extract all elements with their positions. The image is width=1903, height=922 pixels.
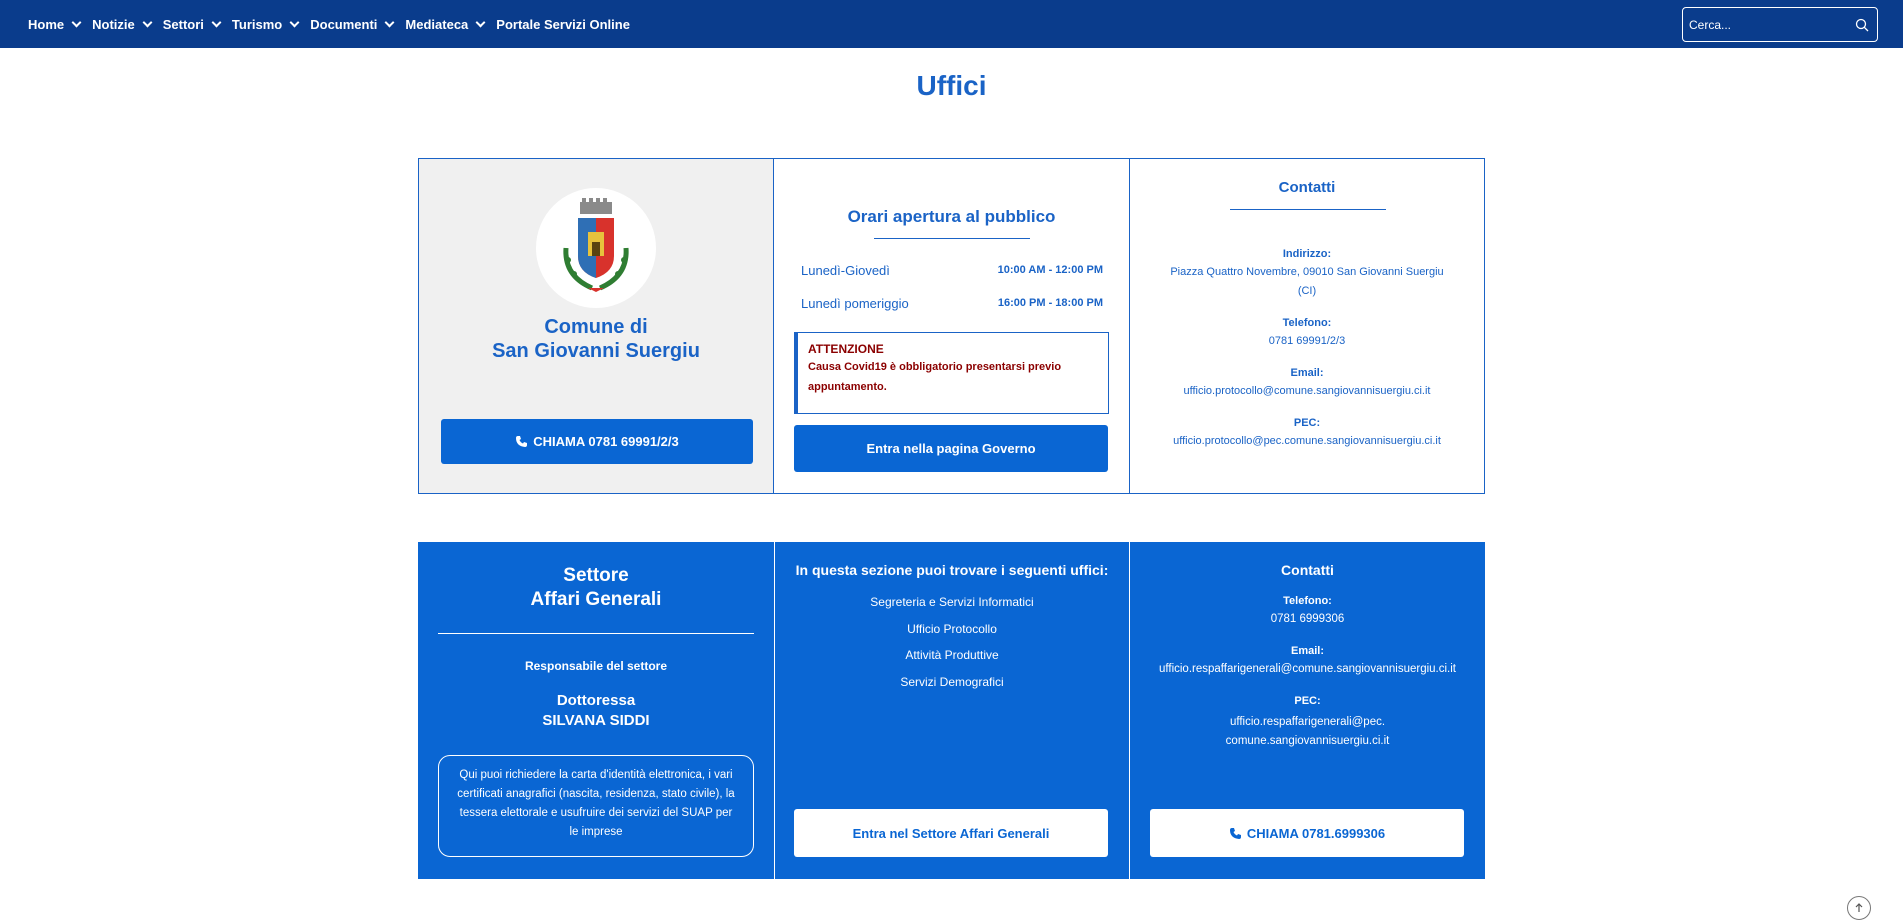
pec-label: PEC: [1293, 417, 1321, 429]
pec-link[interactable]: ufficio.protocollo@pec.comune.sangiovannisuergiu.ci.it [1173, 435, 1441, 447]
scroll-to-top-button[interactable] [1847, 896, 1871, 920]
settore-divider [438, 633, 754, 634]
call-settore-label: CHIAMA 0781.6999306 [1246, 825, 1386, 841]
nav-item-home[interactable] [28, 17, 80, 32]
settore-email-label: Email: [1290, 645, 1324, 657]
settore-pec-label: PEC: [1294, 695, 1321, 707]
nav-item-label: Home [28, 16, 65, 32]
hours-day-2: Lunedì pomeriggio [801, 296, 909, 311]
nav-item-label: Documenti [310, 16, 378, 32]
settore-contatti-card [1130, 542, 1485, 879]
settore-card [418, 542, 774, 879]
settore-title [418, 564, 774, 612]
address-label: Indirizzo: [1282, 248, 1332, 260]
responsabile-label: Responsabile del settore [524, 659, 668, 673]
chevron-down-icon [142, 17, 152, 27]
address-value: Piazza Quattro Novembre, 09010 San Giovanni Suergiu (CI) [1170, 266, 1444, 297]
settore-pec-line2: comune.sangiovannisuergiu.ci.it [1225, 735, 1390, 747]
settore-pec-line1: ufficio.respaffarigenerali@pec. [1229, 716, 1386, 728]
uffici-list-card [775, 542, 1129, 879]
comune-name [419, 315, 773, 363]
settore-title-line1: Settore [563, 565, 629, 586]
search-box [1682, 7, 1878, 42]
phone-value[interactable]: 0781 69991/2/3 [1268, 335, 1346, 347]
nav-item-label: Mediateca [405, 16, 469, 32]
nav-item-notizie[interactable] [92, 17, 151, 32]
chevron-down-icon [385, 17, 395, 27]
nav-item-portale-servizi[interactable] [496, 17, 630, 32]
ufficio-item: Ufficio Protocollo [907, 622, 997, 636]
enter-settore-button[interactable]: Entra nel Settore Affari Generali [794, 809, 1108, 857]
settore-title-line2: Affari Generali [530, 589, 662, 610]
settore-description: Qui puoi richiedere la carta d'identità elettronica, i vari certificati anagrafici (nascita, residenza, stato civile), la tessera elettorale e usufruire dei servizi del SUAP per le imprese [438, 755, 754, 857]
chevron-down-icon [476, 17, 486, 27]
orari-title: Orari apertura al pubblico [847, 207, 1056, 226]
comune-name-line2: San Giovanni Suergiu [492, 340, 700, 362]
nav-item-label: Notizie [92, 16, 135, 32]
comune-coat-of-arms-logo [536, 188, 656, 308]
responsabile-name-line2: SILVANA SIDDI [542, 712, 650, 729]
nav-item-turismo[interactable] [232, 17, 298, 32]
ufficio-item: Attività Produttive [905, 648, 999, 662]
settore-contatti-title: Contatti [1281, 562, 1334, 578]
responsabile-name [418, 691, 774, 731]
nav-item-label: Settori [162, 16, 204, 32]
hours-time-2: 16:00 PM - 18:00 PM [997, 297, 1103, 309]
orari-title-underline [874, 238, 1030, 239]
contatti-title: Contatti [1278, 179, 1336, 196]
chevron-down-icon [211, 17, 221, 27]
covid-alert-box [794, 332, 1109, 414]
phone-icon [515, 435, 528, 448]
settore-pec-link[interactable] [1130, 713, 1485, 751]
governo-page-button[interactable]: Entra nella pagina Governo [794, 425, 1108, 472]
nav-item-label: Turismo [231, 16, 283, 32]
alert-text: Causa Covid19 è obbligatorio presentarsi previo appuntamento. [808, 361, 1062, 393]
orari-card [773, 158, 1130, 494]
hours-time-1: 10:00 AM - 12:00 PM [997, 264, 1103, 276]
contatti-title-underline [1230, 209, 1386, 210]
coat-of-arms-icon [536, 188, 656, 308]
hours-day-1: Lunedì-Giovedì [801, 263, 890, 278]
email-link[interactable]: ufficio.protocollo@comune.sangiovannisuergiu.ci.it [1183, 385, 1431, 397]
ufficio-item: Servizi Demografici [900, 675, 1004, 689]
nav-item-documenti[interactable] [310, 17, 393, 32]
comune-card [418, 158, 774, 494]
search-icon[interactable] [1855, 18, 1869, 32]
alert-title: ATTENZIONE [808, 342, 884, 356]
responsabile-name-line1: Dottoressa [556, 692, 636, 709]
email-label: Email: [1290, 367, 1324, 379]
chevron-down-icon [290, 17, 300, 27]
uffici-heading: In questa sezione puoi trovare i seguenti uffici: [795, 562, 1109, 578]
top-navbar [0, 0, 1903, 48]
call-settore-button[interactable] [1150, 809, 1464, 857]
settore-phone-label: Telefono: [1283, 595, 1332, 607]
page-title: Uffici [916, 70, 987, 101]
call-comune-button[interactable] [441, 419, 753, 464]
nav-item-mediateca[interactable] [405, 17, 484, 32]
phone-icon [1229, 827, 1242, 840]
nav-item-settori[interactable] [163, 17, 220, 32]
comune-name-line1: Comune di [544, 316, 648, 338]
chevron-down-icon [72, 17, 82, 27]
settore-phone-value[interactable]: 0781 6999306 [1270, 613, 1345, 625]
phone-label: Telefono: [1282, 317, 1332, 329]
main-menu [28, 0, 642, 48]
ufficio-item: Segreteria e Servizi Informatici [870, 595, 1034, 609]
settore-email-link[interactable]: ufficio.respaffarigenerali@comune.sangiovannisuergiu.ci.it [1158, 663, 1456, 675]
search-input[interactable] [1689, 16, 1849, 34]
call-comune-label: CHIAMA 0781 69991/2/3 [533, 434, 679, 449]
contatti-card [1129, 158, 1485, 494]
arrow-up-icon [1854, 903, 1864, 913]
nav-item-label: Portale Servizi Online [496, 16, 630, 32]
